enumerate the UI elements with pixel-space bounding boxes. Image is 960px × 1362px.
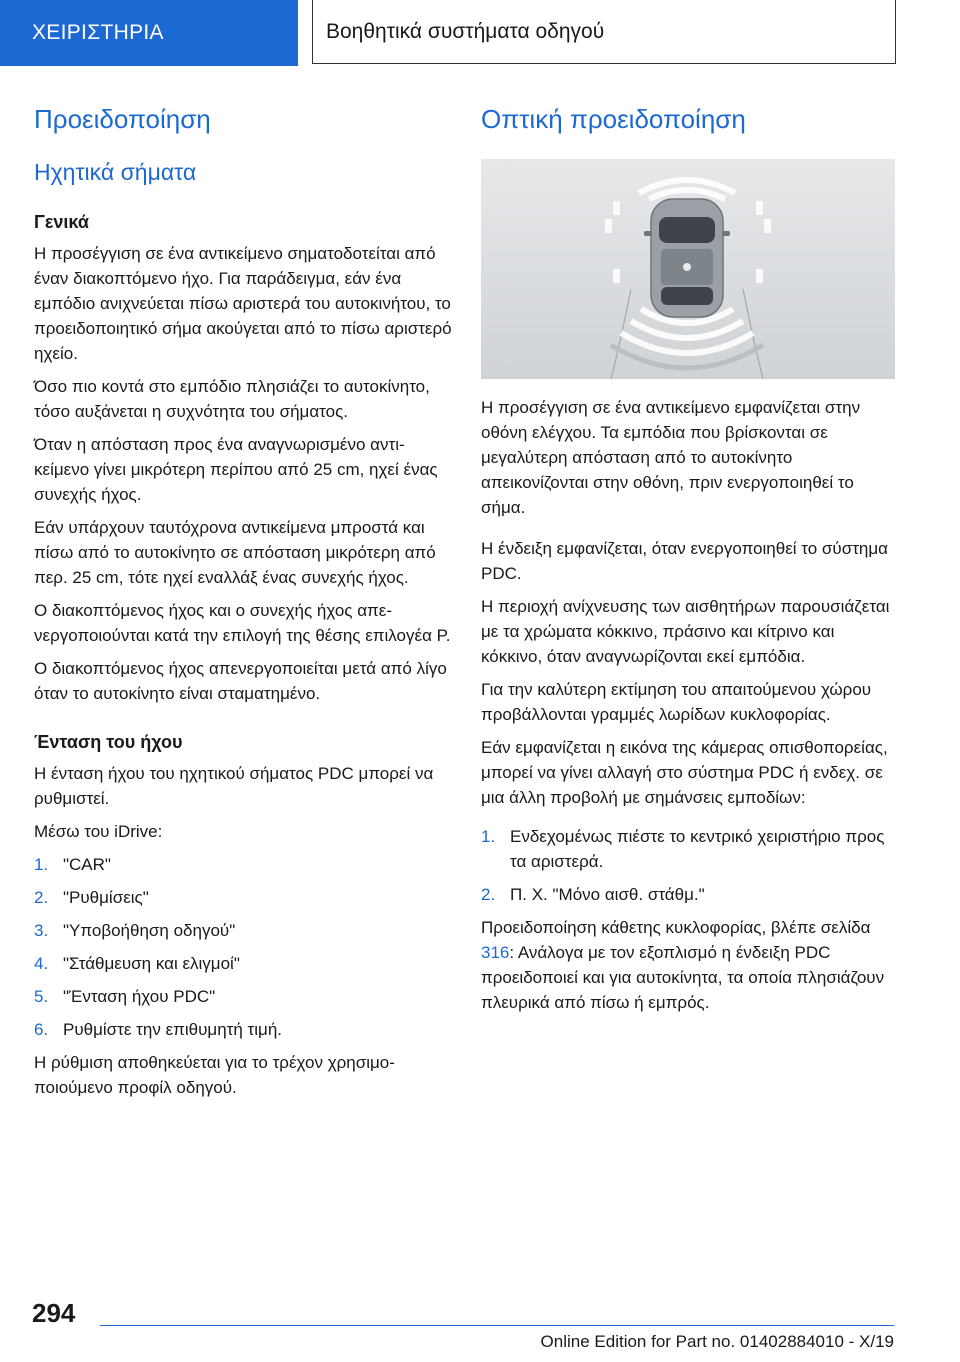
- section-subtitle: Ηχητικά σήματα: [34, 159, 197, 185]
- list-item: [34, 984, 452, 1009]
- step-number: 3.: [34, 921, 49, 940]
- page-header: [0, 0, 960, 66]
- visual-paragraph: Εάν εμφανίζεται η εικόνα της κάμερας οπισθοπορείας, μπορεί να γίνει αλλαγή στο σύστημα PDC ή ενδεχ. σε μια άλλη προβολή με σημάνσεις εμποδίων:: [481, 738, 888, 807]
- step-text: "Υποβοήθηση οδηγού": [63, 921, 236, 940]
- step-text: "Ρυθμίσεις": [63, 888, 149, 907]
- section-tab: ΧΕΙΡΙΣΤΗΡΙΑ: [0, 0, 298, 66]
- volume-steps-list: [34, 852, 452, 1042]
- general-paragraph: Ο διακοπτόμενος ήχος και ο συνεχής ήχος απενεργοποιούνται κατά την επιλογή της θέσης επιλογέα P.: [34, 601, 451, 645]
- list-item: [481, 882, 899, 907]
- view-switch-steps-list: [481, 824, 899, 907]
- list-item: [34, 885, 452, 910]
- step-text: "Στάθμευση και ελιγμοί": [63, 954, 240, 973]
- step-number: 2.: [34, 888, 49, 907]
- step-text: "Ένταση ήχου PDC": [63, 987, 216, 1006]
- chapter-title: Βοηθητικά συστήματα οδηγού: [312, 0, 896, 64]
- step-number: 4.: [34, 954, 49, 973]
- visual-paragraph: Για την καλύτερη εκτίμηση του απαιτούμενου χώρου προβάλλονται γραμμές λωρίδων κυκλοφορίας.: [481, 680, 872, 724]
- list-item: [34, 852, 452, 877]
- step-number: 1.: [481, 827, 496, 846]
- step-text: "CAR": [63, 855, 111, 874]
- visual-paragraph: Η προσέγγιση σε ένα αντικείμενο εμφανίζεται στην οθόνη ελέγχου. Τα εμπόδια που βρίσκονται σε μεγαλύτερη απόσταση από το αυτοκίνητο απεικονίζονται στην οθόνη, πριν ενεργοποιηθεί το σήμα.: [481, 398, 861, 517]
- page-number: 294: [32, 1298, 76, 1328]
- crossref-paragraph: [481, 915, 899, 1015]
- pdc-display-illustration: [481, 159, 895, 379]
- visual-paragraph: Η περιοχή ανίχνευσης των αισθητήρων παρουσιάζεται με τα χρώματα κόκκινο, πράσινο και κίτρινο και κόκκινο, όταν αναγνωρίζονται εκεί εμπόδια.: [481, 597, 890, 666]
- step-number: 2.: [481, 885, 496, 904]
- car-top-view-icon: [481, 159, 895, 379]
- general-paragraph: Όταν η απόσταση προς ένα αναγνωρισμένο αντικείμενο γίνει μικρότερη περίπου από 25 cm, ηχεί ένας συνεχής ήχος.: [34, 435, 438, 504]
- crossref-text-before: Προειδοποίηση κάθετης κυκλοφορίας, βλέπε σελίδα: [481, 918, 871, 937]
- general-paragraph: Η προσέγγιση σε ένα αντικείμενο σηματοδοτείται από έναν διακοπτόμενο ήχο. Για παράδειγμα, εάν ένα εμπόδιο ανιχνεύεται πίσω αριστερά του αυτοκινήτου, το προειδοποιητικό σήμα ακούγεται από το πίσω αριστερό ηχείο.: [34, 244, 452, 363]
- step-text: Ρυθμίστε την επιθυμητή τιμή.: [63, 1020, 283, 1039]
- volume-outro: Η ρύθμιση αποθηκεύεται για το τρέχον χρησιμοποιούμενο προφίλ οδηγού.: [34, 1053, 395, 1097]
- step-number: 6.: [34, 1020, 49, 1039]
- left-column: [34, 92, 452, 1108]
- general-paragraph: Ο διακοπτόμενος ήχος απενεργοποιείται μετά από λίγο όταν το αυτοκίνητο είναι σταματημένο.: [34, 659, 447, 703]
- general-paragraph: Εάν υπάρχουν ταυτόχρονα αντικείμενα μπροστά και πίσω από το αυτοκίνητο σε απόσταση μικρότερη από περ. 25 cm, τότε ηχεί εναλλάξ ένας συνεχής ήχος.: [34, 518, 436, 587]
- general-heading: Γενικά: [34, 212, 89, 232]
- footer-divider: [100, 1325, 894, 1326]
- edition-footer: Online Edition for Part no. 01402884010 - X/19: [540, 1332, 894, 1351]
- step-text: Ενδεχομένως πιέστε το κεντρικό χειριστήριο προς τα αριστερά.: [510, 827, 885, 871]
- volume-heading: Ένταση του ήχου: [34, 732, 183, 752]
- visual-paragraph: Η ένδειξη εμφανίζεται, όταν ενεργοποιηθεί το σύστημα PDC.: [481, 539, 889, 583]
- visual-warning-title: Οπτική προειδοποίηση: [481, 104, 746, 134]
- general-paragraph: Όσο πιο κοντά στο εμπόδιο πλησιάζει το αυτοκίνητο, τόσο αυξάνεται η συχνότητα του σήματος.: [34, 377, 430, 421]
- right-column: [481, 92, 899, 1023]
- step-text: Π. Χ. "Μόνο αισθ. στάθμ.": [510, 885, 705, 904]
- list-item: [481, 824, 899, 874]
- list-item: [34, 951, 452, 976]
- section-title: Προειδοποίηση: [34, 104, 211, 134]
- step-number: 5.: [34, 987, 49, 1006]
- volume-intro: Η ένταση ήχου του ηχητικού σήματος PDC μπορεί να ρυθμιστεί.: [34, 764, 434, 808]
- step-number: 1.: [34, 855, 49, 874]
- volume-via: Μέσω του iDrive:: [34, 822, 163, 841]
- crossref-text-after: : Ανάλογα με τον εξοπλισμό η ένδειξη PDC προειδοποιεί και για αυτοκίνητα, τα οποία πλησιάζουν πλευρικά από πίσω ή εμπρός.: [481, 943, 885, 1012]
- page-link[interactable]: 316: [481, 943, 510, 962]
- list-item: [34, 918, 452, 943]
- list-item: [34, 1017, 452, 1042]
